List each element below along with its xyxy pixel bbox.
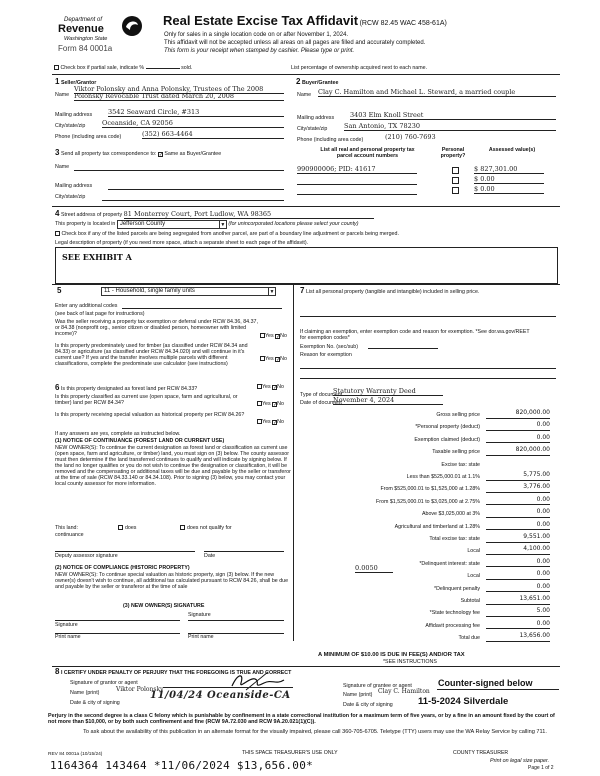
parcel-col-header: List all real and personal property tax parcel account numbers bbox=[320, 147, 415, 160]
county-select[interactable]: Jefferson County ▼ bbox=[117, 220, 227, 229]
calc-value[interactable]: 0.00 bbox=[486, 559, 550, 568]
accessibility-notice: To ask about the availability of this publication in an alternate format for the visually impaired, please call 360-705-6705. Teletype (TTY) users may use the WA Relay Service by calling 711. bbox=[83, 729, 547, 735]
buyer-mail-label: Mailing address bbox=[297, 115, 335, 121]
grantee-name-input[interactable]: Clay C. Hamilton bbox=[378, 688, 430, 695]
buyer-city-input[interactable]: San Antonio, TX 78230 bbox=[344, 123, 556, 131]
calc-value[interactable]: 0.00 bbox=[486, 584, 550, 593]
grantor-sig-line bbox=[163, 687, 293, 688]
parcel-1-input[interactable]: 990900006; PID: 41617 bbox=[297, 166, 417, 174]
q4-no-checkbox[interactable]: ✓ bbox=[273, 402, 278, 408]
calc-value[interactable]: 5,775.00 bbox=[486, 472, 550, 481]
segregated-checkbox[interactable] bbox=[55, 231, 60, 236]
divider bbox=[52, 206, 560, 207]
grantor-name-input[interactable]: Viktor Polonsky bbox=[116, 686, 164, 693]
county-row: This property is located in Jefferson County ▼ (for unincorporated locations please select your county) bbox=[55, 221, 359, 228]
calc-label: Gross selling price bbox=[436, 412, 480, 418]
logo-swirl-icon bbox=[121, 15, 143, 37]
legal-desc-label: Legal description of property (if you need more space, attach a separate sheet to each page of the affidavit). bbox=[55, 240, 309, 246]
grantee-date-label: Date & city of signing bbox=[343, 702, 393, 708]
grantor-date-input[interactable]: 11/04/24 Oceanside-CA bbox=[150, 690, 291, 701]
parcel-2-input[interactable] bbox=[297, 177, 417, 185]
owner-sig-2-label: Signature bbox=[188, 612, 211, 618]
timber-question: Is this property predominately used for timber (as classified under RCW 84.34 and 84.33) or agriculture (as classified under RCW 84.34.020) and will continue in it's current use? If yes and the transfer involves multiple parcels with different classifications, complete the predominate use calculator (see instructions) bbox=[55, 343, 248, 368]
q1-no-checkbox[interactable]: ✓ bbox=[276, 334, 281, 340]
notice-line-1: Only for sales in a single location code on or after November 1, 2024. bbox=[164, 32, 349, 38]
statute-text: (RCW 82.45 WAC 458-61A) bbox=[359, 20, 447, 27]
notice2-body: NEW OWNER(S): To continue special valuation as historic property, sign (3) below. If the new owner(s) doesn't wish to continue, all additional tax calculated pursuant to RCW 84.26, shall be due and payable by the seller or transferor at the time of sale bbox=[55, 572, 289, 591]
legal-description-box[interactable] bbox=[55, 247, 558, 284]
exemption-no-label: Exemption No. (sec/sub) bbox=[300, 344, 358, 350]
calc-label: Local bbox=[467, 573, 480, 580]
counter-signed-text: Counter-signed below bbox=[438, 678, 533, 688]
county-treasurer-label: COUNTY TREASURER bbox=[453, 750, 509, 756]
use-code-select[interactable]: 11 - Household, single family units ▼ bbox=[101, 287, 276, 296]
does-checkbox[interactable] bbox=[118, 525, 123, 530]
calc-label: Total excise tax: state bbox=[429, 536, 480, 542]
new-owner-sig-heading: (3) NEW OWNER(S) SIGNATURE bbox=[123, 603, 205, 609]
reason-label: Reason for exemption bbox=[300, 352, 352, 358]
calc-label: *Delinquent penalty bbox=[434, 585, 480, 592]
calc-label: Affidavit processing fee bbox=[425, 622, 480, 629]
owner-sig-1-label: Signature bbox=[55, 622, 78, 628]
column-divider bbox=[293, 284, 294, 641]
calc-label: Subtotal bbox=[460, 598, 480, 604]
calc-label: Taxable selling price bbox=[432, 449, 480, 456]
seller-city-input[interactable]: Oceanside, CA 92056 bbox=[102, 120, 284, 128]
legal-paper-note: Print on legal size paper. bbox=[490, 758, 550, 764]
calc-value[interactable]: 0.00 bbox=[486, 522, 550, 531]
chevron-down-icon: ▼ bbox=[220, 222, 226, 228]
calc-value[interactable]: 820,000.00 bbox=[486, 447, 550, 456]
buyer-phone-input[interactable]: (210) 760-7693 bbox=[385, 133, 436, 141]
assessed-col-header: Assessed value(s) bbox=[488, 147, 536, 153]
calc-value[interactable]: 0.00 bbox=[486, 571, 550, 580]
additional-codes-input[interactable] bbox=[122, 308, 282, 309]
q5-no-checkbox[interactable]: ✓ bbox=[273, 420, 278, 426]
q5-answers: Yes ✓No bbox=[257, 419, 284, 425]
deputy-sig-label: Deputy assessor signature bbox=[55, 553, 118, 559]
q3-answers: Yes ✓No bbox=[257, 384, 284, 390]
calc-value[interactable]: 3,776.00 bbox=[486, 484, 550, 493]
notice2-heading: (2) NOTICE OF COMPLIANCE (HISTORIC PROPERTY) bbox=[55, 565, 190, 571]
grantor-date-label: Date & city of signing bbox=[70, 700, 120, 706]
minimum-due-text: A MINIMUM OF $10.00 IS DUE IN FEE(S) AND/OR TAX bbox=[318, 652, 465, 658]
calc-label: *State technology fee bbox=[429, 610, 480, 617]
personal-1-checkbox[interactable] bbox=[452, 167, 459, 174]
partial-sale-row bbox=[54, 65, 192, 71]
street-address-input[interactable]: 81 Monterrey Court, Port Ludlow, WA 98365 bbox=[124, 211, 374, 219]
title-text: Real Estate Excise Tax Affidavit bbox=[163, 13, 359, 28]
historic-question: Is this property receiving special valuation as historical property per RCW 84.26? bbox=[55, 412, 245, 418]
sold-label: sold. bbox=[181, 65, 193, 71]
calc-value[interactable]: 13,651.00 bbox=[486, 596, 550, 605]
grantee-date-input[interactable]: 11-5-2024 Silverdale bbox=[418, 696, 509, 707]
grantor-sig-label: Signature of grantor or agent bbox=[70, 680, 138, 686]
seller-mail-input[interactable]: 3542 Seaward Circle, #313 bbox=[108, 109, 284, 117]
assessed-3-input[interactable]: $ 0.00 bbox=[474, 186, 544, 194]
buyer-phone-label: Phone (including area code) bbox=[297, 137, 364, 143]
doc-type-input[interactable]: Statutory Warranty Deed bbox=[333, 388, 443, 396]
buyer-city-label: City/state/zip bbox=[297, 126, 328, 132]
form-number: Form 84 0001a bbox=[58, 44, 113, 53]
legal-description-text: SEE EXHIBIT A bbox=[62, 252, 132, 262]
doc-date-input[interactable]: November 4, 2024 bbox=[333, 397, 443, 405]
divider bbox=[52, 284, 560, 285]
see-instructions-text: *SEE INSTRUCTIONS bbox=[383, 659, 437, 665]
calc-label: From $525,000.01 to $1,525,000 at 1.28% bbox=[380, 486, 480, 493]
dor-logo bbox=[54, 13, 149, 58]
rev-label: REV 84 0001a (10/15/24) bbox=[48, 752, 103, 757]
continuance-label: continuance bbox=[55, 532, 84, 538]
section3-heading: 3 Send all property tax correspondence to: ✓ Same as Buyer/Grantee bbox=[55, 148, 222, 158]
seller-heading: 1 Seller/Grantor bbox=[55, 77, 97, 86]
q1-answers: Yes ✓No bbox=[260, 333, 287, 339]
doc-date-label: Date of document bbox=[300, 400, 342, 406]
current-use-question: Is this property classified as current use (open space, farm and agricultural, or timber) land per RCW 84.34? bbox=[55, 394, 238, 407]
list-pct-label: List percentage of ownership acquired next to each name. bbox=[291, 65, 428, 71]
calc-value[interactable]: 5.00 bbox=[486, 608, 550, 617]
local-rate-input[interactable]: 0.0050 bbox=[355, 565, 393, 573]
page-number: Page 1 of 2 bbox=[528, 765, 554, 771]
does-not-checkbox[interactable] bbox=[180, 525, 185, 530]
notice-line-3: This form is your receipt when stamped by cashier. Please type or print. bbox=[164, 48, 355, 54]
grantee-sig-line bbox=[437, 689, 559, 690]
notice1-heading: (1) NOTICE OF CONTINUANCE (FOREST LAND OR CURRENT USE) bbox=[55, 438, 225, 444]
s3-city-input[interactable] bbox=[102, 200, 284, 201]
q2-answers: Yes ✓No bbox=[260, 356, 287, 362]
notice-line-2: This affidavit will not be accepted unless all areas on all pages are filled and accurately completed. bbox=[164, 40, 426, 46]
calc-label: Excise tax: state bbox=[441, 461, 480, 468]
section5-number: 5 bbox=[57, 286, 62, 295]
owner-sig-2-input[interactable] bbox=[188, 620, 284, 621]
calc-value[interactable]: 0.00 bbox=[486, 422, 550, 431]
calc-label: Less than $525,000.01 at 1.1% bbox=[406, 474, 480, 480]
personal-3-checkbox[interactable] bbox=[452, 187, 459, 194]
exemption-question: Was the seller receiving a property tax exemption or deferral under RCW 84.36, 84.37, or 84.38 (nonprofit org., senior citizen or disabled person, homeowner with limited income)? bbox=[55, 319, 258, 338]
deputy-date-label: Date bbox=[204, 553, 216, 559]
buyer-mail-input[interactable]: 3403 Elm Knoll Street bbox=[350, 112, 556, 120]
reason-input-1[interactable] bbox=[300, 368, 556, 369]
owner-print-2-label: Print name bbox=[188, 634, 214, 640]
reason-input-2[interactable] bbox=[300, 378, 556, 379]
calc-label: *Personal property (deduct) bbox=[415, 424, 480, 431]
if-yes-text: If any answers are yes, complete as instructed below. bbox=[55, 431, 181, 437]
seller-mail-label: Mailing address bbox=[55, 112, 93, 118]
owner-print-1-label: Print name bbox=[55, 634, 81, 640]
calc-value[interactable]: 0.00 bbox=[486, 621, 550, 630]
q3-no-checkbox[interactable]: ✓ bbox=[273, 385, 278, 391]
seller-city-label: City/state/zip bbox=[55, 123, 86, 129]
exemption-claim-text: If claiming an exemption, enter exemption code and reason for exemption. *See dor.wa.gov/REET for exemption codes* bbox=[300, 329, 530, 342]
deputy-date-input[interactable] bbox=[204, 551, 284, 552]
calc-value[interactable]: 4,100.00 bbox=[486, 546, 550, 555]
additional-codes-label: Enter any additional codes bbox=[55, 303, 118, 309]
calc-label: From $1,525,000.01 to $3,025,000 at 2.75% bbox=[376, 498, 480, 505]
s3-mail-input[interactable] bbox=[108, 189, 284, 190]
notice1-body: NEW OWNER(S): To continue the current designation as forest land or classification as current use (open space, farm and agriculture, or timber) land, you must sign on (3) below. The county assessor must then determine if the land transferred continues to qualify and will indicate by signing below. If the land no longer qualifies or you do not wish to continue the designation or classification, it will be removed and the compensating or additional taxes will be due and payable by the seller or transferor at the time of sale (RCW 84.33.140 or 84.34.108). Prior to signing (3) below, you may contact your local county assessor for more information. bbox=[55, 445, 291, 488]
state-name: Washington State bbox=[64, 36, 108, 42]
section7-label: 7 List all personal property (tangible and intangible) included in selling price. bbox=[300, 286, 480, 295]
qualify-row: This land: does does not qualify for bbox=[55, 525, 232, 531]
form-title bbox=[163, 14, 447, 29]
partial-sale-label: Check box if partial sale, indicate % bbox=[60, 65, 145, 71]
grantee-name-label: Name (print) bbox=[343, 692, 373, 698]
seller-name-label: Name bbox=[55, 92, 70, 98]
grantor-name-label: Name (print) bbox=[70, 690, 100, 696]
section4-street: 4 Street address of property 81 Monterrey Court, Port Ludlow, WA 98365 bbox=[55, 209, 374, 219]
calc-value[interactable]: 820,000.00 bbox=[486, 410, 550, 419]
q2-no-checkbox[interactable]: ✓ bbox=[276, 357, 281, 363]
seller-phone-input[interactable]: (352) 663-4464 bbox=[142, 131, 284, 139]
s3-mail-label: Mailing address bbox=[55, 183, 93, 189]
cashier-stamp: 1164364 143464 *11/06/2024 $13,656.00* bbox=[50, 759, 314, 772]
personal-2-checkbox[interactable] bbox=[452, 177, 459, 184]
grantor-signature[interactable] bbox=[228, 670, 288, 692]
buyer-heading: 2 Buyer/Grantee bbox=[296, 77, 339, 86]
calc-value[interactable]: 13,656.00 bbox=[486, 633, 550, 642]
calc-value[interactable]: 9,551.00 bbox=[486, 534, 550, 543]
exemption-no-input[interactable] bbox=[368, 348, 438, 349]
partial-sale-checkbox[interactable] bbox=[54, 65, 59, 70]
divider bbox=[52, 74, 560, 75]
calc-label: Total due bbox=[458, 635, 480, 642]
owner-sig-1-input[interactable] bbox=[55, 620, 180, 621]
buyer-name-label: Name bbox=[297, 92, 312, 98]
treasurer-use-label: THIS SPACE TREASURER'S USE ONLY bbox=[242, 750, 338, 756]
chevron-down-icon: ▼ bbox=[269, 289, 275, 295]
s3-name-label: Name bbox=[55, 164, 70, 170]
same-as-buyer-checkbox[interactable]: ✓ bbox=[158, 152, 164, 158]
s3-name-input[interactable] bbox=[74, 170, 284, 171]
agency-name: Revenue bbox=[58, 23, 104, 35]
calc-value[interactable]: 0.00 bbox=[486, 509, 550, 518]
personal-col-header: Personal property? bbox=[440, 147, 466, 160]
seller-phone-label: Phone (including area code) bbox=[55, 134, 122, 140]
calc-label: Agricultural and timberland at 1.28% bbox=[394, 523, 480, 530]
calc-value[interactable]: 0.00 bbox=[486, 497, 550, 506]
certify-text: 8 I CERTIFY UNDER PENALTY OF PERJURY THAT THE FOREGOING IS TRUE AND CORRECT bbox=[55, 667, 292, 676]
partial-percent-input[interactable] bbox=[146, 68, 180, 69]
perjury-notice: Perjury in the second degree is a class C felony which is punishable by confinement in a state correctional institution for a maximum term of five years, or by a fine in an amount fixed by the court of not more than $10,000, or by both such confinement and fine (RCW 9A.72.030 and RCW 9A.20.021(1)(C)). bbox=[48, 713, 555, 726]
calc-label: Local bbox=[467, 548, 480, 555]
personal-property-input[interactable] bbox=[300, 316, 556, 317]
calc-label: Exemption claimed (deduct) bbox=[414, 436, 480, 443]
buyer-name-input[interactable]: Clay C. Hamilton and Michael L. Steward, a married couple bbox=[318, 89, 556, 97]
s3-city-label: City/state/zip bbox=[55, 194, 86, 200]
deputy-sig-input[interactable] bbox=[55, 551, 195, 552]
doc-type-label: Type of document bbox=[300, 392, 343, 398]
dept-line: Department of bbox=[64, 17, 103, 23]
forest-question: 6 Is this property designated as forest land per RCW 84.33? bbox=[55, 383, 198, 392]
parcel-3-input[interactable] bbox=[297, 187, 417, 195]
seller-name-2[interactable]: Polonsky Revocable Trust dated March 20, 2008 bbox=[74, 93, 284, 101]
see-back-text: (see back of last page for instructions) bbox=[55, 311, 145, 317]
segregated-row: Check box if any of the listed parcels are being segregated from another parcel, are part of a boundary line adjustment or parcels being merged. bbox=[55, 231, 399, 237]
grantee-sig-label: Signature of grantee or agent bbox=[343, 683, 412, 689]
assessed-2-input[interactable]: $ 0.00 bbox=[474, 176, 544, 184]
calc-label: *Delinquent interest: state bbox=[419, 560, 480, 567]
assessed-1-input[interactable]: $ 827,301.00 bbox=[474, 166, 544, 174]
q4-answers: Yes ✓No bbox=[257, 401, 284, 407]
calc-value[interactable]: 0.00 bbox=[486, 435, 550, 444]
calc-label: Above $3,025,000 at 3% bbox=[421, 511, 480, 518]
seller-name-1[interactable]: Viktor Polonsky and Anna Polonsky, Trustees of The 2008 bbox=[74, 86, 284, 94]
